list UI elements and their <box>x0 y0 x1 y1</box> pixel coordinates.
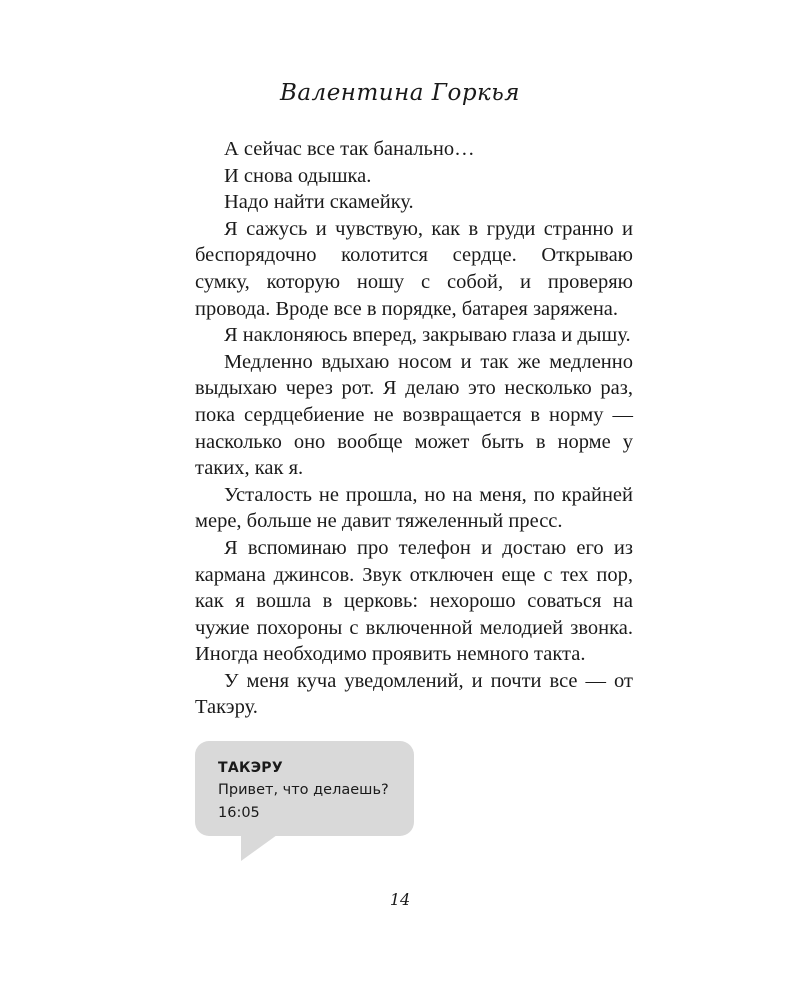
page-number: 14 <box>389 890 411 909</box>
bubble-tail <box>241 835 277 861</box>
paragraph: Я сажусь и чувствую, как в груди странно и беспорядочно колотится сердце. Открываю сумку, которую ношу с собой, и проверяю провода. Вроде все в порядке, батарея заряжена. <box>195 217 633 320</box>
running-head-author: Валентина Горкья <box>279 80 521 106</box>
message-bubble <box>195 741 414 836</box>
message-time: 16:05 <box>218 805 260 821</box>
paragraph: А сейчас все так банально… <box>224 138 475 160</box>
main-text <box>195 136 633 721</box>
paragraph: Усталость не прошла, но на меня, по крайней мере, больше не давит тяжеленный пресс. <box>195 483 633 533</box>
message-text: Привет, что делаешь? <box>218 782 389 798</box>
paragraph: Медленно вдыхаю носом и так же медленно выдыхаю через рот. Я делаю это несколько раз, пока сердцебиение не возвращается в норму — насколько оно вообще может быть в норме у таких, как я. <box>195 350 633 480</box>
message-sender: ТАКЭРУ <box>218 760 283 776</box>
paragraph: У меня куча уведомлений, и почти все — от Такэру. <box>195 669 633 719</box>
paragraph: Надо найти скамейку. <box>224 191 414 214</box>
paragraph: Я вспоминаю про телефон и достаю его из кармана джинсов. Звук отключен еще с тех пор, как я вошла в церковь: нехорошо соваться на чужие похороны с включенной мелодией звонка. Иногда необходимо проявить немного такта. <box>195 536 633 666</box>
paragraph: Я наклоняюсь вперед, закрываю глаза и дышу. <box>224 324 631 347</box>
paragraph: И снова одышка. <box>224 164 372 187</box>
